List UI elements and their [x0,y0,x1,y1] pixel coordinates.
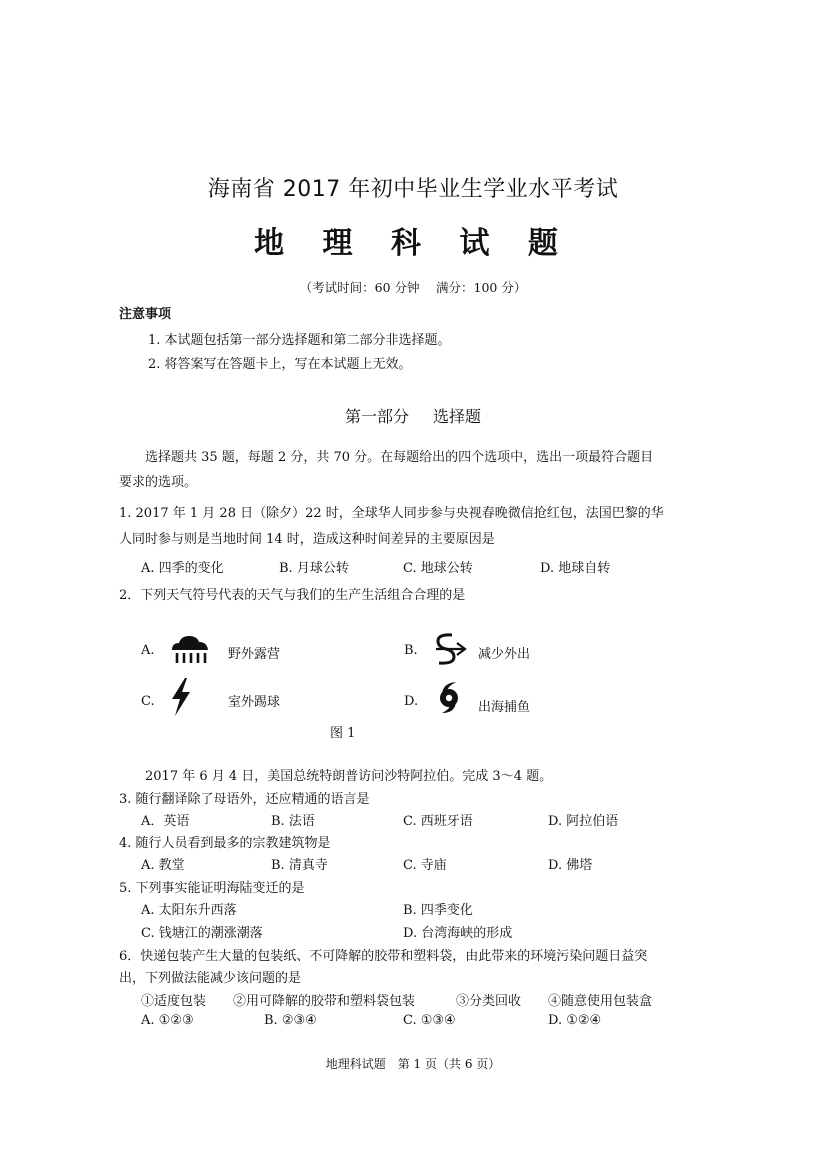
note-item-2: 2. 将答案写在答题卡上，写在本试题上无效。 [148,357,412,372]
q4-option-a: A. 教堂 [141,858,185,873]
instructions-line-2: 要求的选项。 [119,475,198,490]
q2-stem: 2．下列天气符号代表的天气与我们的生产生活组合合理的是 [119,588,466,603]
exam-title: 海南省 2017 年初中毕业生学业水平考试 [207,177,619,202]
q5-option-d: D. 台湾海峡的形成 [403,926,513,941]
q6-stem-line-2: 出，下列做法能减少该问题的是 [119,971,302,986]
q5-option-a: A. 太阳东升西落 [141,903,237,918]
q3-option-d: D. 阿拉伯语 [548,814,619,829]
q5-option-b: B. 四季变化 [403,903,473,918]
q5-stem: 5. 下列事实能证明海陆变迁的是 [119,881,305,896]
lightning-icon [168,677,194,717]
q3-stem: 3. 随行翻译除了母语外，还应精通的语言是 [119,792,370,807]
q2-figure-caption: 图 1 [330,726,356,741]
note-item-1: 1. 本试题包括第一部分选择题和第二部分非选择题。 [148,333,451,348]
q1-option-b: B. 月球公转 [279,561,349,576]
q1-stem-line-1: 1. 2017 年 1 月 28 日（除夕）22 时，全球华人同步参与央视春晚微信抢红包，法国巴黎的华 [119,506,664,521]
q2-figure-label-a: 野外露营 [228,647,281,662]
q6-choice-3: ③分类回收 [456,994,522,1009]
page-footer: 地理科试题 第 1 页（共 6 页） [325,1057,501,1071]
q3-option-b: B. 法语 [271,814,315,829]
instructions-line-1: 选择题共 35 题，每题 2 分，共 70 分。在每题给出的四个选项中，选出一项最符合题目 [145,450,654,465]
typhoon-icon [434,680,464,714]
q2-figure-letter-d: D. [404,694,419,709]
subject-title: 地 理 科 试 题 [254,226,572,261]
q5-option-c: C. 钱塘江的潮涨潮落 [141,926,263,941]
q6-option-d: D. ①②④ [548,1013,602,1028]
q1-option-c: C. 地球公转 [403,561,473,576]
rain-cloud-icon [168,633,212,667]
q1-option-a: A. 四季的变化 [141,561,224,576]
context-q3-q4: 2017 年 6 月 4 日，美国总统特朗普访问沙特阿拉伯。完成 3～4 题。 [145,769,553,784]
section-name: 选择题 [433,407,482,426]
q3-option-a: A．英语 [141,814,190,829]
q6-stem-line-1: 6．快递包装产生大量的包装纸、不可降解的胶带和塑料袋，由此带来的环境污染问题日益突 [119,949,648,964]
q6-option-b: B. ②③④ [264,1013,317,1028]
section-part: 第一部分 [344,407,409,426]
q1-option-d: D. 地球自转 [540,561,611,576]
q2-figure-label-c: 室外踢球 [228,695,281,710]
exam-info: （考试时间：60 分钟 满分：100 分） [299,280,527,295]
q4-option-d: D. 佛塔 [548,858,593,873]
notes-heading: 注意事项 [119,307,172,322]
q2-figure-label-b: 减少外出 [478,647,531,662]
q6-option-c: C. ①③④ [403,1013,456,1028]
sandstorm-icon [430,631,470,667]
q2-figure-letter-a: A. [141,643,155,658]
q2-figure-letter-b: B. [404,643,418,658]
q6-choice-1: ①适度包装 [141,994,207,1009]
q2-figure-letter-c: C. [141,694,155,709]
q6-choice-4: ④随意使用包装盒 [548,994,653,1009]
section-heading [0,404,826,427]
q6-option-a: A. ①②③ [141,1013,194,1028]
q4-option-b: B. 清真寺 [271,858,328,873]
q2-figure-label-d: 出海捕鱼 [478,700,531,715]
q1-stem-line-2: 人同时参与则是当地时间 14 时，造成这种时间差异的主要原因是 [119,532,495,547]
q4-option-c: C. 寺庙 [403,858,447,873]
q6-choice-2: ②用可降解的胶带和塑料袋包装 [233,994,416,1009]
q4-stem: 4. 随行人员看到最多的宗教建筑物是 [119,836,331,851]
q3-option-c: C. 西班牙语 [403,814,473,829]
